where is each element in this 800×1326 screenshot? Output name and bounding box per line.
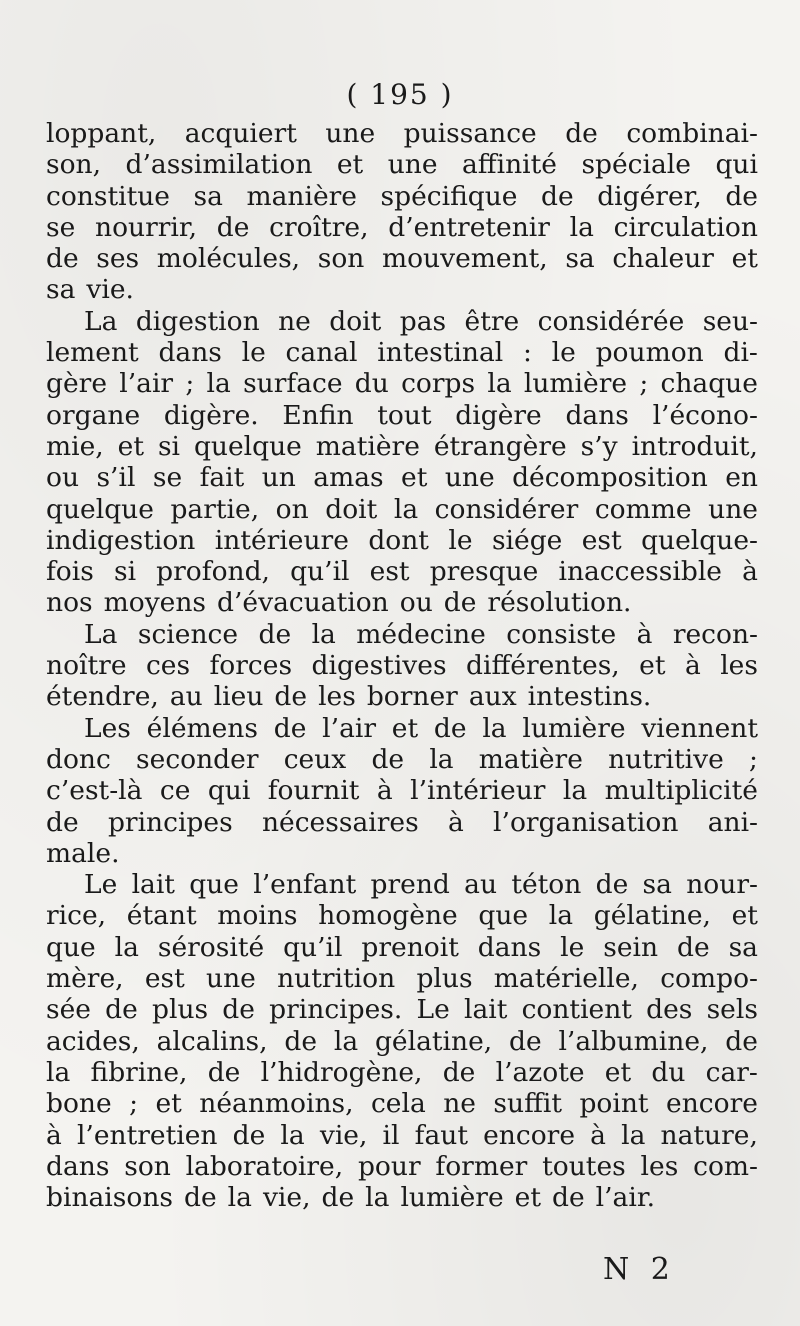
text-line: lement dans le canal intestinal : le poumon di- [46, 337, 758, 369]
body-text [46, 118, 758, 1213]
text-line: sa vie. [46, 274, 134, 306]
text-line: dans son laboratoire, pour former toutes les com- [46, 1150, 758, 1182]
text-line: bone ; et néanmoins, cela ne suffit point encore [46, 1088, 758, 1120]
text-line: c’est-là ce qui fournit à l’intérieur la multiplicité [46, 775, 758, 807]
text-line: rice, étant moins homogène que la gélatine, et [46, 900, 758, 932]
text-line: Le lait que l’enfant prend au téton de sa nour- [84, 869, 758, 901]
text-line: binaisons de la vie, de la lumière et de l’air. [46, 1182, 655, 1214]
page-number: ( 195 ) [346, 78, 454, 111]
text-line: gère l’air ; la surface du corps la lumière ; chaque [46, 368, 758, 400]
text-line: constitue sa manière spécifique de digérer, de [46, 180, 758, 212]
text-line: donc seconder ceux de la matière nutritive ; [46, 743, 758, 775]
text-line: la fibrine, de l’hidrogène, de l’azote et du car- [46, 1056, 758, 1088]
text-line: nos moyens d’évacuation ou de résolution. [46, 587, 632, 619]
text-line: fois si profond, qu’il est presque inaccessible à [46, 556, 758, 588]
text-line: son, d’assimilation et une affinité spéciale qui [46, 149, 758, 181]
text-line: de principes nécessaires à l’organisation ani- [46, 806, 758, 838]
text-line: sée de plus de principes. Le lait contient des sels [46, 994, 758, 1026]
text-line: Les élémens de l’air et de la lumière viennent [84, 712, 758, 744]
text-line: mie, et si quelque matière étrangère s’y introduit, [46, 430, 758, 462]
text-line: ou s’il se fait un amas et une décomposition en [46, 462, 758, 494]
text-line: mère, est une nutrition plus matérielle, compo- [46, 963, 758, 995]
text-line: male. [46, 837, 120, 869]
text-line: loppant, acquiert une puissance de combinai- [46, 118, 758, 149]
text-line: se nourrir, de croître, d’entretenir la circulation [46, 211, 758, 243]
text-line: noître ces forces digestives différentes, et à les [46, 650, 758, 682]
text-line: étendre, au lieu de les borner aux intestins. [46, 681, 652, 713]
text-line: quelque partie, on doit la considérer comme une [46, 493, 758, 525]
text-line: indigestion intérieure dont le siége est quelque- [46, 524, 758, 556]
text-line: organe digère. Enfin tout digère dans l’écono- [46, 399, 758, 431]
signature-mark: N 2 [603, 1252, 676, 1287]
text-line: La science de la médecine consiste à recon- [84, 618, 758, 650]
text-line: acides, alcalins, de la gélatine, de l’albumine, de [46, 1025, 758, 1057]
text-line: à l’entretien de la vie, il faut encore à la nature, [46, 1119, 758, 1151]
text-line: que la sérosité qu’il prenoit dans le sein de sa [46, 931, 758, 963]
text-line: La digestion ne doit pas être considérée seu- [84, 305, 758, 337]
text-line: de ses molécules, son mouvement, sa chaleur et [46, 243, 758, 275]
